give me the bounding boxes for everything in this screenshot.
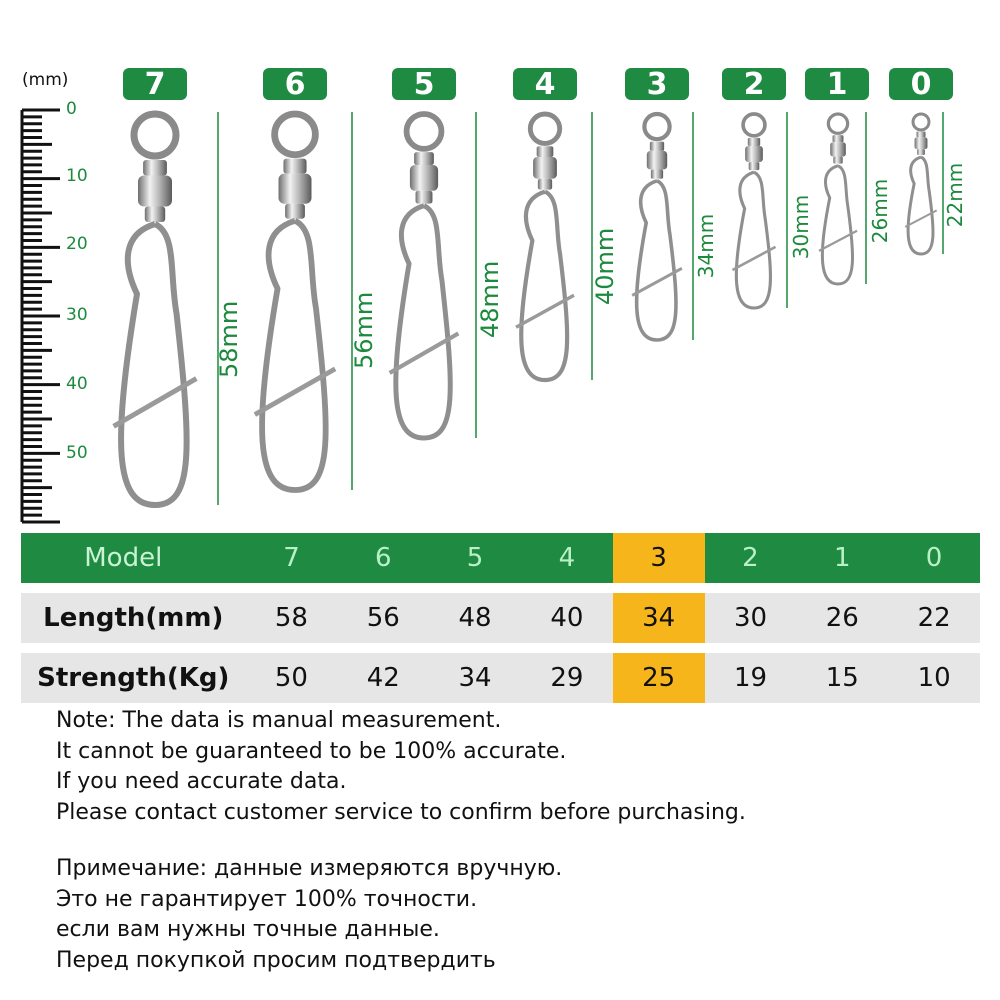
dimension-label-4: 40mm: [591, 227, 619, 305]
swivel-barrel: [915, 137, 928, 149]
strength-row-label: Strength(Kg): [37, 663, 230, 693]
swivel-barrel: [830, 142, 846, 156]
snap-clip: [262, 221, 326, 490]
dimension-label-2: 30mm: [789, 194, 813, 260]
snap-clip: [908, 157, 933, 254]
note-line: Note: The data is manual measurement.: [56, 708, 502, 733]
strength-cell: 42: [366, 663, 400, 693]
swivel-neck: [650, 142, 664, 151]
snap-clip: [121, 224, 187, 505]
snap-swivel-1: [819, 114, 857, 284]
swivel-neck: [285, 204, 305, 219]
snap-swivel-0: [905, 114, 936, 254]
swivel-neck: [748, 138, 760, 146]
ruler-label-30: 30: [66, 305, 88, 325]
ruler-label-40: 40: [66, 374, 88, 394]
model-tag-7: 7: [123, 68, 187, 100]
length-cell: 40: [550, 603, 584, 633]
swivel-neck: [414, 152, 434, 165]
notes-english: [56, 706, 746, 828]
table-header-row: [21, 533, 980, 583]
snap-clip: [637, 181, 676, 340]
note-line: Примечание: данные измеряются вручную.: [56, 856, 563, 881]
note-line: Это не гарантирует 100% точности.: [56, 886, 478, 912]
swivel-neck: [833, 135, 844, 142]
length-cell: 26: [825, 603, 859, 633]
swivel-barrel: [533, 157, 557, 179]
swivel-ring: [275, 114, 316, 155]
note-line: Please contact customer service to confirm before purchasing.: [56, 799, 746, 825]
snap-clip: [521, 192, 567, 380]
model-cell: 4: [558, 543, 576, 573]
dimension-label-6: 56mm: [350, 291, 378, 369]
ruler-label-50: 50: [66, 443, 88, 463]
note-line: If you need accurate data.: [56, 769, 347, 794]
swivel-ring: [644, 114, 669, 139]
note-line: если вам нужны точные данные.: [56, 917, 440, 942]
notes-russian: [56, 854, 562, 976]
model-tag-2: 2: [722, 68, 786, 100]
snap-swivel-7: [114, 114, 197, 505]
length-cell: 48: [458, 603, 492, 633]
table-row-strength: [21, 653, 980, 703]
model-tag-1: 1: [805, 68, 869, 100]
snap-clip: [396, 206, 450, 438]
swivel-neck: [283, 159, 306, 174]
model-cell: 5: [466, 543, 484, 573]
ruler-label-10: 10: [66, 166, 88, 186]
model-tag-0: 0: [889, 68, 953, 100]
model-cell: 1: [833, 543, 851, 573]
strength-cell: 34: [458, 663, 492, 693]
snap-clip: [736, 172, 770, 308]
snap-swivel-5: [390, 114, 459, 438]
note-line: Перед покупкой просим подтвердить: [56, 947, 496, 973]
swivel-neck: [833, 157, 842, 164]
snap-clip: [822, 166, 852, 284]
swivel-ring: [134, 114, 176, 156]
model-cell-highlighted: 3: [613, 533, 705, 583]
swivel-neck: [749, 162, 760, 170]
swivel-ring: [407, 114, 442, 149]
snap-swivel-6: [255, 114, 335, 490]
length-cell: 30: [733, 603, 768, 633]
model-tag-6: 6: [263, 68, 327, 100]
model-cell: 6: [374, 543, 392, 573]
swivel-neck: [145, 207, 165, 223]
ruler-unit-label: (mm): [22, 70, 69, 90]
ruler-label-0: 0: [66, 99, 77, 119]
model-cell: 7: [283, 543, 300, 573]
swivel-neck: [416, 191, 433, 204]
swivel-barrel: [138, 176, 172, 207]
swivel-neck: [917, 149, 925, 155]
strength-cell: 15: [825, 663, 859, 693]
snap-swivel-3: [632, 114, 682, 340]
length-cell-highlighted: 34: [613, 593, 705, 643]
dimension-label-7: 58mm: [215, 300, 243, 378]
table-row-length: [21, 593, 980, 643]
length-cell: 56: [366, 603, 400, 633]
note-line: It cannot be guaranteed to be 100% accurate.: [56, 738, 567, 764]
dimension-label-0: 22mm: [943, 162, 967, 228]
ruler-label-20: 20: [66, 234, 88, 254]
swivel-barrel: [410, 165, 438, 191]
model-header-label: Model: [84, 543, 163, 573]
swivel-ring: [530, 114, 559, 143]
swivel-ring: [743, 114, 765, 136]
strength-cell: 50: [274, 663, 308, 693]
swivel-neck: [916, 131, 925, 137]
model-cell: 2: [742, 543, 759, 573]
snap-swivel-4: [516, 114, 574, 380]
swivel-barrel: [745, 146, 763, 162]
swivel-ring: [913, 114, 929, 130]
length-cell: 58: [274, 603, 308, 633]
length-row-label: Length(mm): [43, 603, 224, 633]
swivel-ring: [828, 114, 847, 133]
swivel-barrel: [279, 174, 312, 204]
swivel-neck: [538, 179, 552, 190]
length-cell: 22: [917, 603, 951, 633]
dimension-label-3: 34mm: [694, 213, 718, 279]
model-cell: 0: [925, 543, 943, 573]
swivel-neck: [651, 170, 663, 179]
strength-cell: 10: [917, 663, 951, 693]
swivel-barrel: [647, 151, 667, 170]
strength-cell: 19: [733, 663, 768, 693]
dimension-label-1: 26mm: [868, 178, 892, 244]
snap-swivel-2: [732, 114, 775, 308]
strength-cell-highlighted: 25: [613, 653, 705, 703]
swivel-neck: [537, 146, 554, 157]
model-tag-5: 5: [392, 68, 456, 100]
strength-cell: 29: [550, 663, 584, 693]
dimension-label-5: 48mm: [476, 260, 504, 338]
model-tag-3: 3: [625, 68, 689, 100]
swivel-neck: [143, 160, 167, 176]
model-tag-4: 4: [513, 68, 577, 100]
